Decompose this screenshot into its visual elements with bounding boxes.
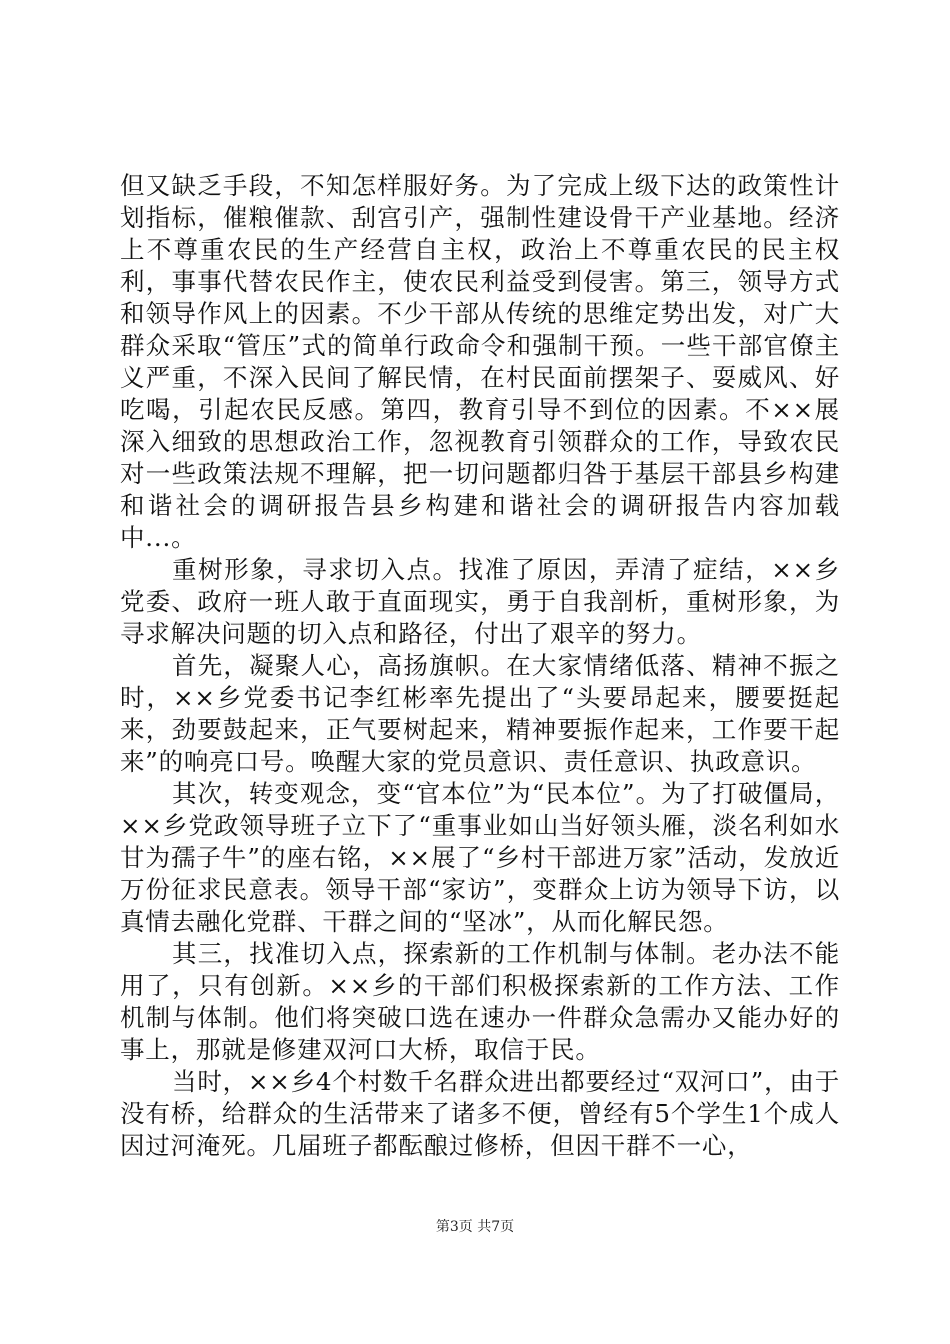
paragraph-6: 当时，××乡4个村数千名群众进出都要经过“双河口”，由于没有桥，给群众的生活带来了诸多不便，曾经有5个学生1个成人因过河淹死。几届班子都酝酿过修桥，但因干群不一心， [120,1067,840,1160]
paragraph-3: 首先，凝聚人心，高扬旗帜。在大家情绪低落、精神不振之时，××乡党委书记李红彬率先提出了“头要昂起来，腰要挺起来，劲要鼓起来，正气要树起来，精神要振作起来，工作要干起来”的响亮口号。唤醒大家的党员意识、责任意识、执政意识。 [120,651,840,776]
paragraph-4: 其次，转变观念，变“官本位”为“民本位”。为了打破僵局，××乡党政领导班子立下了“重事业如山当好领头雁，淡名利如水甘为孺子牛”的座右铭，××展了“乡村干部进万家”活动，发放近万份征求民意表。领导干部“家访”，变群众上访为领导下访，以真情去融化党群、干群之间的“坚冰”，从而化解民怨。 [120,779,840,936]
paragraph-5: 其三，找准切入点，探索新的工作机制与体制。老办法不能用了，只有创新。××乡的干部们积极探索新的工作方法、工作机制与体制。他们将突破口选在速办一件群众急需办又能办好的事上，那就是修建双河口大桥，取信于民。 [120,939,840,1064]
body-text [120,170,840,1162]
paragraph-1: 但又缺乏手段，不知怎样服好务。为了完成上级下达的政策性计划指标，催粮催款、刮宫引产，强制性建设骨干产业基地。经济上不尊重农民的生产经营自主权，政治上不尊重农民的民主权利，事事代替农民作主，使农民利益受到侵害。第三，领导方式和领导作风上的因素。不少干部从传统的思维定势出发，对广大群众采取“管压”式的简单行政命令和强制干预。一些干部官僚主义严重，不深入民间了解民情，在村民面前摆架子、耍威风、好吃喝，引起农民反感。第四，教育引导不到位的因素。不××展深入细致的思想政治工作，忽视教育引领群众的工作，导致农民对一些政策法规不理解，把一切问题都归咎于基层干部县乡构建和谐社会的调研报告县乡构建和谐社会的调研报告内容加载中...。 [120,171,840,552]
paragraph-2: 重树形象，寻求切入点。找准了原因，弄清了症结，××乡党委、政府一班人敢于直面现实，勇于自我剖析，重树形象，为寻求解决问题的切入点和路径，付出了艰辛的努力。 [120,555,840,648]
page-number: 第3页 共7页 [435,1219,515,1235]
